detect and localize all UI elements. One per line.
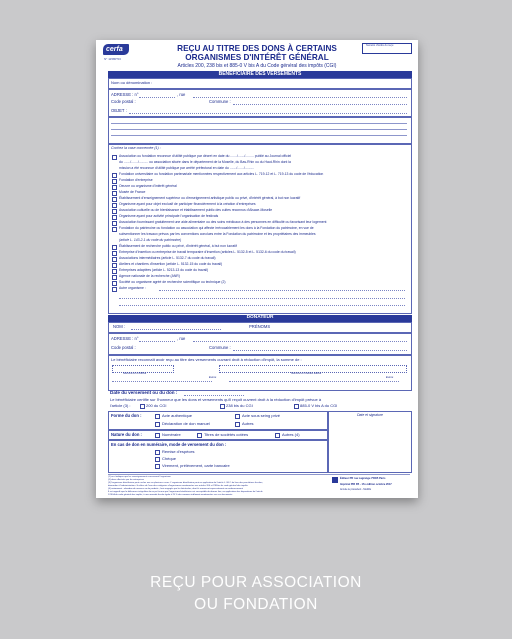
objet-line <box>129 113 407 114</box>
euros-label-2: Euros <box>386 375 394 379</box>
category-checkbox-22[interactable] <box>112 287 117 292</box>
certify-text-1: Le bénéficiaire certifie sur l'honneur que les dons et versements qu'il reçoit ouvrent droit à la réduction d'impôt prévue à <box>110 397 322 402</box>
objet-extra-box[interactable] <box>108 116 412 144</box>
donor-rue-label: , rue <box>177 336 186 341</box>
category-item-15: Établissement de recherche public ou privé, d'intérêt général, à but non lucratif <box>119 244 237 248</box>
beneficiary-rue-label: , rue <box>177 92 186 97</box>
beneficiary-address-box[interactable] <box>108 88 412 118</box>
cerfa-logo-text: cerfa <box>106 46 123 53</box>
payment-cash-label: Remise d'espèces <box>162 449 195 454</box>
article-200-checkbox[interactable] <box>140 404 145 409</box>
category-checkbox-6[interactable] <box>112 191 117 196</box>
article-238-checkbox[interactable] <box>220 404 225 409</box>
article-885-checkbox[interactable] <box>294 404 299 409</box>
category-checkbox-9[interactable] <box>112 209 117 214</box>
beneficiary-header: BÉNÉFICIAIRE DES VERSEMENTS <box>108 71 412 79</box>
category-item-2: mission a été reconnue d'utilité publique par arrêté préfectoral en date du ......./......./.......... <box>119 166 255 170</box>
beneficiary-address-label: ADRESSE : n° <box>111 92 139 97</box>
footnote-5: (4) notamment : abandon de revenus ou de produits ; frais engagés par les bénévoles, dont ils renoncent expressément au remboursement <box>108 488 243 490</box>
donation-nature-label: Nature du don : <box>111 432 142 437</box>
donation-date-line[interactable] <box>184 395 244 396</box>
form-manual-checkbox[interactable] <box>155 422 160 427</box>
form-private-label: Acte sous seing privé <box>242 413 281 418</box>
category-checkbox-17[interactable] <box>112 257 117 262</box>
form-manual-label: Déclaration de don manuel <box>162 421 210 426</box>
nature-shares-checkbox[interactable] <box>197 433 202 438</box>
objet-line-4 <box>111 135 407 136</box>
nature-cash-checkbox[interactable] <box>155 433 160 438</box>
date-signature-label: Date et signature <box>357 413 383 417</box>
cerfa-number: N° 11580*03 <box>104 57 121 61</box>
category-item-10: Organisme ayant pour activité principale l'organisation de festivals <box>119 214 219 218</box>
categories-box <box>108 144 412 314</box>
donation-form-label: Forme du don : <box>111 413 142 418</box>
donor-name-box[interactable] <box>108 322 412 333</box>
category-checkbox-15[interactable] <box>112 245 117 250</box>
other-organism-line-3 <box>119 305 405 306</box>
category-item-3: Fondation universitaire ou fondation partenariale mentionnées respectivement aux articles L. 719-12 et L. 719-13 du code de l'éducation <box>119 172 324 176</box>
objet-line-2 <box>111 123 407 124</box>
donation-date-label: Date du versement ou du don : <box>110 390 178 395</box>
receipt-number-label: Numéro d'ordre du reçu <box>366 44 394 47</box>
footnote-3: (3) l'organisme bénéficiaire peut cocher une ou plusieurs cases. L'organisme bénéficiaire peut en application de l'article L. 80 C du livre des procédures fiscales, <box>108 482 263 484</box>
payment-mode-label: En cas de don en numéraire, mode de versement du don : <box>111 442 227 447</box>
donor-header: DONATEUR <box>108 315 412 322</box>
publisher-line-3: Annule le précédent - Modifié <box>340 488 372 491</box>
ack-text: Le bénéficiaire reconnaît avoir reçu au titre des versements ouvrant droit à réduction d'impôt, la somme de : <box>111 357 302 362</box>
euros-line-2 <box>229 381 399 382</box>
payment-transfer-checkbox[interactable] <box>155 464 160 469</box>
category-item-12: Fondation du patrimoine ou fondation ou association qui affecte irrévocablement les dons à la Fondation du patrimoine, en vue de <box>119 226 314 230</box>
beneficiary-postal-label: Code postal : <box>111 99 136 104</box>
nature-other-checkbox[interactable] <box>275 433 280 438</box>
category-checkbox-3[interactable] <box>112 173 117 178</box>
other-organism-line <box>159 290 405 291</box>
other-organism-line-2 <box>119 298 405 299</box>
donor-commune-label: Commune : <box>209 345 231 350</box>
category-checkbox-18[interactable] <box>112 263 117 268</box>
certify-text-2: l'article (3) : <box>110 403 131 408</box>
cerfa-form-sheet <box>96 40 418 498</box>
category-item-9: Association cultuelle ou de bienfaisance et établissement public des cultes reconnus d'Alsace-Moselle <box>119 208 273 212</box>
category-item-8: Organisme ayant pour objet exclusif de participer financièrement à la création d'entreprises <box>119 202 256 206</box>
category-item-4: Fondation d'entreprise <box>119 178 153 182</box>
form-title-line2: ORGANISMES D'INTÉRÊT GÉNÉRAL <box>185 53 329 62</box>
beneficiary-commune-label: Commune : <box>209 99 231 104</box>
category-checkbox-0[interactable] <box>112 155 117 160</box>
article-885-label: 885-0 V bis A du CGI <box>300 403 338 408</box>
nature-cash-label: Numéraire <box>162 432 181 437</box>
category-checkbox-16[interactable] <box>112 251 117 256</box>
category-checkbox-12[interactable] <box>112 227 117 232</box>
address-street-line <box>193 97 407 98</box>
category-checkbox-20[interactable] <box>112 275 117 280</box>
form-other-checkbox[interactable] <box>235 422 240 427</box>
donor-commune-line <box>233 350 407 351</box>
donor-address-box[interactable] <box>108 333 412 355</box>
category-checkbox-7[interactable] <box>112 197 117 202</box>
publisher-line-1: Éditeur PR rue Lagrange 75005 Paris <box>340 477 386 480</box>
donor-address-label: ADRESSE : n° <box>111 336 139 341</box>
nature-shares-label: Titres de sociétés cotées <box>204 432 249 437</box>
sum-figures-label: Somme en chiffres <box>123 371 147 375</box>
publisher-house-icon <box>332 477 338 483</box>
euros-line-1 <box>112 381 212 382</box>
category-item-19: Entreprises adaptées (article L. 5213-13 du code du travail) <box>119 268 209 272</box>
category-checkbox-8[interactable] <box>112 203 117 208</box>
form-authentic-checkbox[interactable] <box>155 414 160 419</box>
footnote-2: (2) dons effectués par les entreprises <box>108 479 145 481</box>
category-item-14: (article L. 143-2-1 du code du patrimoine) <box>119 238 182 242</box>
commune-line <box>233 104 407 105</box>
categories-instruction: Cochez la case concernée (1) : <box>111 146 161 150</box>
donor-street-line <box>193 341 407 342</box>
category-item-21: Société ou organisme agréé de recherche scientifique ou technique (2) <box>119 280 226 284</box>
address-number-line <box>139 97 175 98</box>
donation-form-box <box>108 411 328 430</box>
donor-firstname-label: PRÉNOMS <box>249 324 271 329</box>
euros-label-1: Euros <box>209 375 217 379</box>
caption-line-2: OU FONDATION <box>194 596 318 613</box>
beneficiary-objet-label: OBJET : <box>111 108 127 113</box>
donor-postal-label: Code postal : <box>111 345 136 350</box>
category-item-18: Ateliers et chantiers d'insertion (article L. 5132-15 du code du travail) <box>119 262 223 266</box>
category-item-1: du ......./......./.......... ou association située dans le département de la Moselle, du Bas-Rhin ou du Haut-Rhin dont la <box>119 160 291 164</box>
category-item-13: subventionner les travaux prévus par les conventions conclues entre la Fondation du patrimoine et les propriétaires des immeubles <box>119 232 316 236</box>
category-item-6: Musée de France <box>119 190 146 194</box>
payment-cheque-label: Chèque <box>162 456 177 461</box>
payment-cheque-checkbox[interactable] <box>155 457 160 462</box>
caption-line-1: REÇU POUR ASSOCIATION <box>150 574 362 591</box>
publisher-block <box>330 476 414 496</box>
donor-name-label: NOM : <box>113 324 126 329</box>
footnote-6: Il est rappelé que la délivrance irrégulière de reçus fiscaux par l'organisme bénéficiaire est susceptible de donner lieu, en application des dispositions de l'article <box>108 491 263 493</box>
footnotes-divider <box>108 474 410 475</box>
category-item-7: Établissement d'enseignement supérieur ou d'enseignement artistique public ou privé, d'intérêt général, à but non lucratif <box>119 196 301 200</box>
category-item-22: Autre organisme : <box>119 286 146 290</box>
form-private-checkbox[interactable] <box>235 414 240 419</box>
category-item-11: Association fournissant gratuitement une aide alimentaire ou des soins médicaux à des personnes en difficulté ou favorisant leur logement <box>119 220 327 224</box>
form-other-label: Autres <box>242 421 254 426</box>
footnote-4: demander à l'administration s'il relève de l'une des catégories d'organismes mentionnées aux articles 200 et 238 bis du code général des impôts. <box>108 485 249 487</box>
form-title-line1: REÇU AU TITRE DES DONS À CERTAINS <box>177 44 337 53</box>
category-checkbox-19[interactable] <box>112 269 117 274</box>
category-checkbox-4[interactable] <box>112 179 117 184</box>
form-authentic-label: Acte authentique <box>162 413 193 418</box>
donation-nature-box <box>108 430 328 440</box>
article-200-label: 200 du CGI <box>146 403 167 408</box>
category-item-20: Agence nationale de la recherche (ANR) <box>119 274 180 278</box>
donor-address-number-line <box>139 341 175 342</box>
category-checkbox-10[interactable] <box>112 215 117 220</box>
signature-box[interactable] <box>328 411 412 473</box>
donor-name-line <box>131 329 221 330</box>
category-checkbox-11[interactable] <box>112 221 117 226</box>
payment-cash-checkbox[interactable] <box>155 450 160 455</box>
objet-line-3 <box>111 129 407 130</box>
category-checkbox-5[interactable] <box>112 185 117 190</box>
category-item-5: Oeuvre ou organisme d'intérêt général <box>119 184 177 188</box>
article-238-label: 238 bis du CGI <box>226 403 253 408</box>
beneficiary-name-label: Nom ou dénomination : <box>111 80 153 85</box>
publisher-line-2: Imprimé PIR R5 - 17e édition octobre 2017 <box>340 483 392 486</box>
payment-mode-box <box>108 440 328 473</box>
nature-other-label: Autres (4) <box>282 432 300 437</box>
sum-words-label: Somme en toutes lettres <box>291 371 322 375</box>
footnote-1: (1) ou n'indiquer que les renseignements concernant l'organisme <box>108 476 171 478</box>
form-subtitle: Articles 200, 238 bis et 885-0 V bis A du Code général des impôts (CGI) <box>177 63 337 69</box>
category-item-17: Associations intermédiaires (article L. 5132-7 du code du travail) <box>119 256 216 260</box>
category-item-0: Association ou fondation reconnue d'utilité publique par décret en date du ......./......./......... publié au Journal officiel <box>119 154 292 158</box>
category-checkbox-21[interactable] <box>112 281 117 286</box>
amount-box <box>108 355 412 391</box>
category-item-16: Entreprise d'insertion ou entreprise de travail temporaire d'insertion (articles L. 5132-5 et L. 5132-6 du code du travail) <box>119 250 296 254</box>
footnote-7: 1740 A du code général des impôts, à une amende fiscale égale à 25 % des sommes indûment mentionnées sur ces documents. <box>108 494 233 496</box>
payment-transfer-label: Virement, prélèvement, carte bancaire <box>162 463 230 468</box>
